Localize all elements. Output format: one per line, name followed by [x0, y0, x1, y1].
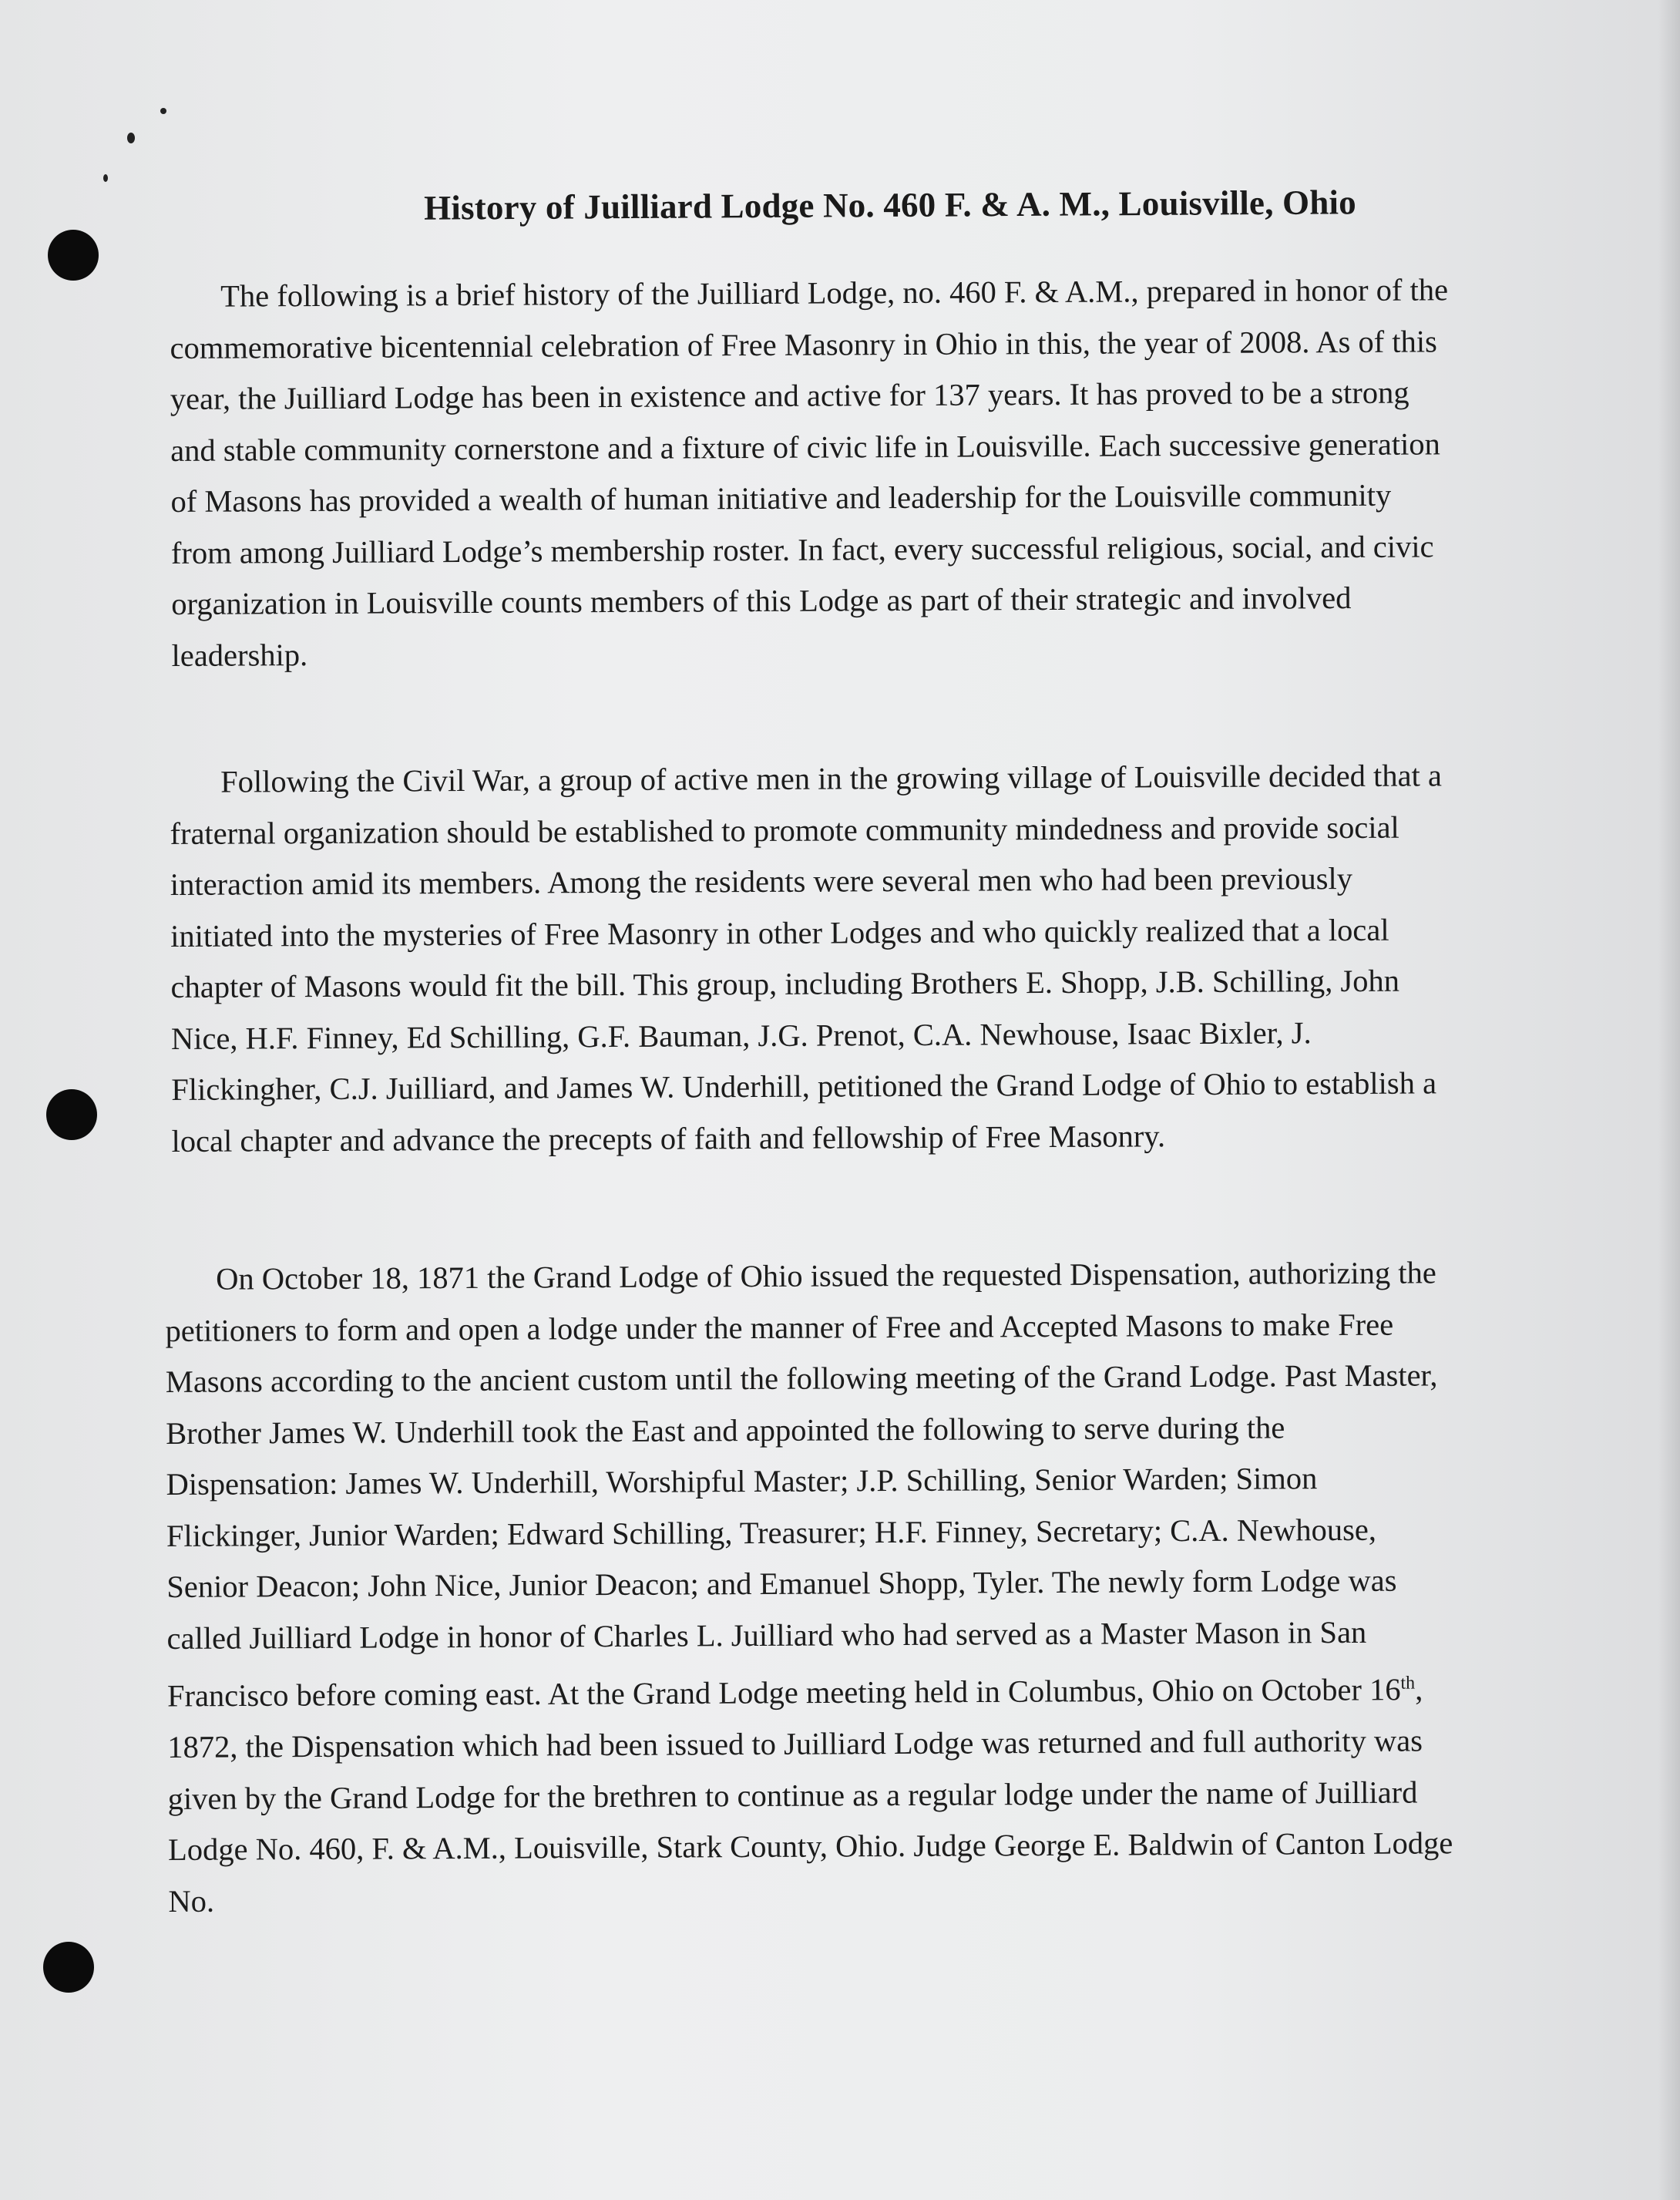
punch-hole-bottom — [43, 1942, 94, 1993]
paragraph-dispensation — [165, 1247, 1456, 1927]
paper-mark — [160, 108, 166, 114]
paragraph-civil-war: Following the Civil War, a group of active men in the growing village of Louisville decided that a fraternal organization should be established to promote community mindedness and provide social interaction amid its members. Among the residents were several men who had been previously initiated into the mysteries of Free Masonry in other Lodges and who quickly realized that a local chapter of Masons would fit the bill. This group, including Brothers E. Shopp, J.B. Schilling, John Nice, H.F. Finney, Ed Schilling, G.F. Bauman, J.G. Prenot, C.A. Newhouse, Isaac Bixler, J. Flickingher, C.J. Juilliard, and James W. Underhill, petitioned the Grand Lodge of Ohio to establish a local chapter and advance the precepts of faith and fellowship of Free Masonry. — [170, 758, 1443, 1159]
ordinal-superscript: th — [1400, 1673, 1416, 1694]
paragraph-dispensation-text-end: , 1872, the Dispensation which had been issued to Juilliard Lodge was returned and full authority was given by the Grand Lodge for the brethren to continue as a regular lodge under the name of Juilliard Lodge No. 460, F. & A.M., Louisville, Stark County, Ohio. Judge George E. Baldwin of Canton Lodge No. — [167, 1671, 1453, 1919]
paper-mark — [103, 174, 108, 182]
paragraph-dispensation-text-start: On October 18, 1871 the Grand Lodge of Ohio issued the requested Dispensation, authorizing the petitioners to form and open a lodge under the manner of Free and Accepted Masons to make Free Masons according to the ancient custom until the following meeting of the Grand Lodge. Past Master, Brother James W. Underhill took the East and appointed the following to serve during the Dispensation: James W. Underhill, Worshipful Master; J.P. Schilling, Senior Warden; Simon Flickinger, Junior Warden; Edward Schilling, Treasurer; H.F. Finney, Secretary; C.A. Newhouse, Senior Deacon; John Nice, Junior Deacon; and Emanuel Shopp, Tyler. The newly form Lodge was called Juilliard Lodge in honor of Charles L. Juilliard who had served as a Master Mason in San Francisco before coming east. At the Grand Lodge meeting held in Columbus, Ohio on October 16 — [165, 1255, 1438, 1714]
paragraph-intro: The following is a brief history of the Juilliard Lodge, no. 460 F. & A.M., prepared in honor of the commemorative bicentennial celebration of Free Masonry in Ohio in this, the year of 2008. As of this year, the Juilliard Lodge has been in existence and active for 137 years. It has proved to be a strong and stable community cornerstone and a fixture of civic life in Louisville. Each successive generation of Masons has provided a wealth of human initiative and leadership for the Louisville community from among Juilliard Lodge’s membership roster. In fact, every successful religious, social, and civic organization in Louisville counts members of this Lodge as part of their strategic and involved leadership. — [170, 272, 1449, 673]
paper-mark — [127, 133, 135, 143]
punch-hole-top — [48, 230, 99, 281]
punch-hole-middle — [46, 1089, 97, 1140]
document-title: History of Juilliard Lodge No. 460 F. & A. M., Louisville, Ohio — [423, 183, 1357, 227]
page-edge-shadow — [1658, 0, 1680, 2200]
